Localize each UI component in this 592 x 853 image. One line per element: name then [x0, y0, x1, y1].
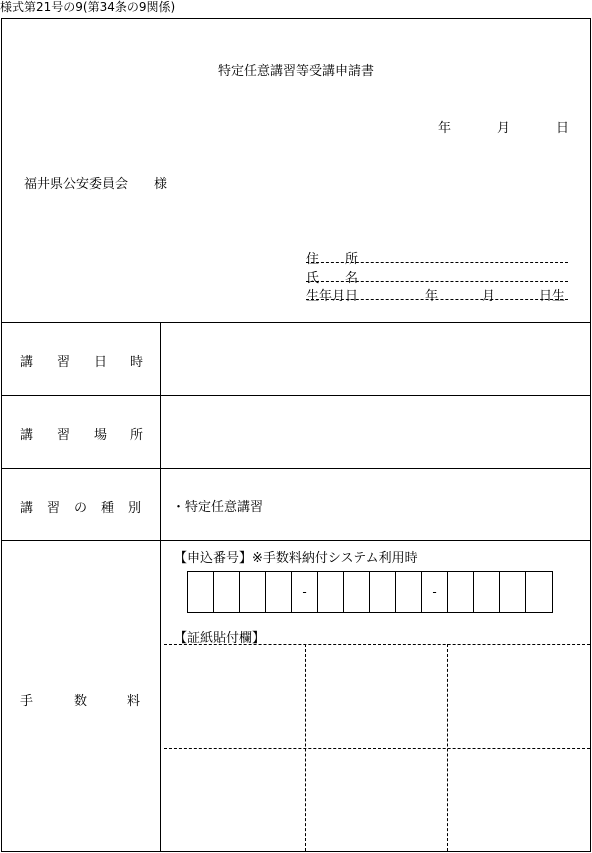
label-char: 講	[20, 355, 34, 370]
stamp-slot	[164, 749, 304, 851]
label-char: 手	[20, 694, 34, 709]
address-label: 住 所	[306, 252, 359, 267]
label-char: 時	[130, 355, 144, 370]
name-label: 氏 名	[306, 271, 359, 286]
column-divider	[160, 322, 161, 852]
label-char: の	[74, 501, 88, 516]
label-char: 場	[94, 428, 108, 443]
digit-cell[interactable]	[266, 572, 292, 612]
digit-cell[interactable]	[188, 572, 214, 612]
digit-separator: -	[292, 572, 318, 612]
digit-cell[interactable]	[214, 572, 240, 612]
form-code: 様式第21号の9(第34条の9関係)	[0, 0, 176, 14]
name-field[interactable]	[306, 281, 568, 282]
digit-cell[interactable]	[240, 572, 266, 612]
birth-month: 月	[482, 289, 496, 304]
label-char: 所	[130, 428, 144, 443]
label-char: 数	[74, 694, 88, 709]
recipient: 福井県公安委員会 様	[24, 177, 168, 192]
digit-separator: -	[422, 572, 448, 612]
label-lecture-type	[2, 497, 160, 516]
label-char: 料	[127, 694, 141, 709]
birth-year: 年	[425, 289, 439, 304]
stamp-slot	[448, 645, 590, 747]
form-title: 特定任意講習等受講申請書	[217, 64, 374, 79]
label-char: 別	[128, 501, 142, 516]
label-char: 習	[57, 355, 71, 370]
digit-cell[interactable]	[474, 572, 500, 612]
date-day: 日	[556, 121, 570, 136]
stamp-slot	[306, 749, 446, 851]
label-lecture-datetime	[2, 351, 160, 370]
birthdate-label: 生年月日	[306, 289, 359, 304]
row-divider	[1, 395, 591, 396]
digit-cell[interactable]	[500, 572, 526, 612]
label-char: 講	[20, 428, 34, 443]
birthdate-field[interactable]	[306, 299, 568, 300]
label-fee	[2, 690, 160, 709]
row-divider	[1, 540, 591, 541]
stamp-slot	[164, 645, 304, 747]
date-month: 月	[497, 121, 511, 136]
label-char: 習	[57, 428, 71, 443]
application-number-input[interactable]	[187, 571, 553, 613]
label-lecture-place	[2, 424, 160, 443]
lecture-place-field[interactable]	[172, 424, 572, 440]
lecture-type-value: ・特定任意講習	[172, 500, 264, 515]
row-divider	[1, 322, 591, 323]
birth-day: 日生	[539, 289, 566, 304]
label-char: 講	[20, 501, 34, 516]
digit-cell[interactable]	[396, 572, 422, 612]
label-char: 種	[101, 501, 115, 516]
lecture-datetime-field[interactable]	[172, 351, 572, 367]
digit-cell[interactable]	[370, 572, 396, 612]
digit-cell[interactable]	[448, 572, 474, 612]
date-year: 年	[438, 121, 452, 136]
row-divider	[1, 468, 591, 469]
stamp-slot	[448, 749, 590, 851]
digit-cell[interactable]	[318, 572, 344, 612]
stamp-area-heading: 【証紙貼付欄】	[174, 631, 266, 646]
digit-cell[interactable]	[344, 572, 370, 612]
application-number-heading: 【申込番号】※手数料納付システム利用時	[174, 551, 418, 566]
label-char: 習	[47, 501, 61, 516]
label-char: 日	[94, 355, 108, 370]
digit-cell[interactable]	[526, 572, 552, 612]
address-field[interactable]	[306, 262, 568, 263]
stamp-slot	[306, 645, 446, 747]
